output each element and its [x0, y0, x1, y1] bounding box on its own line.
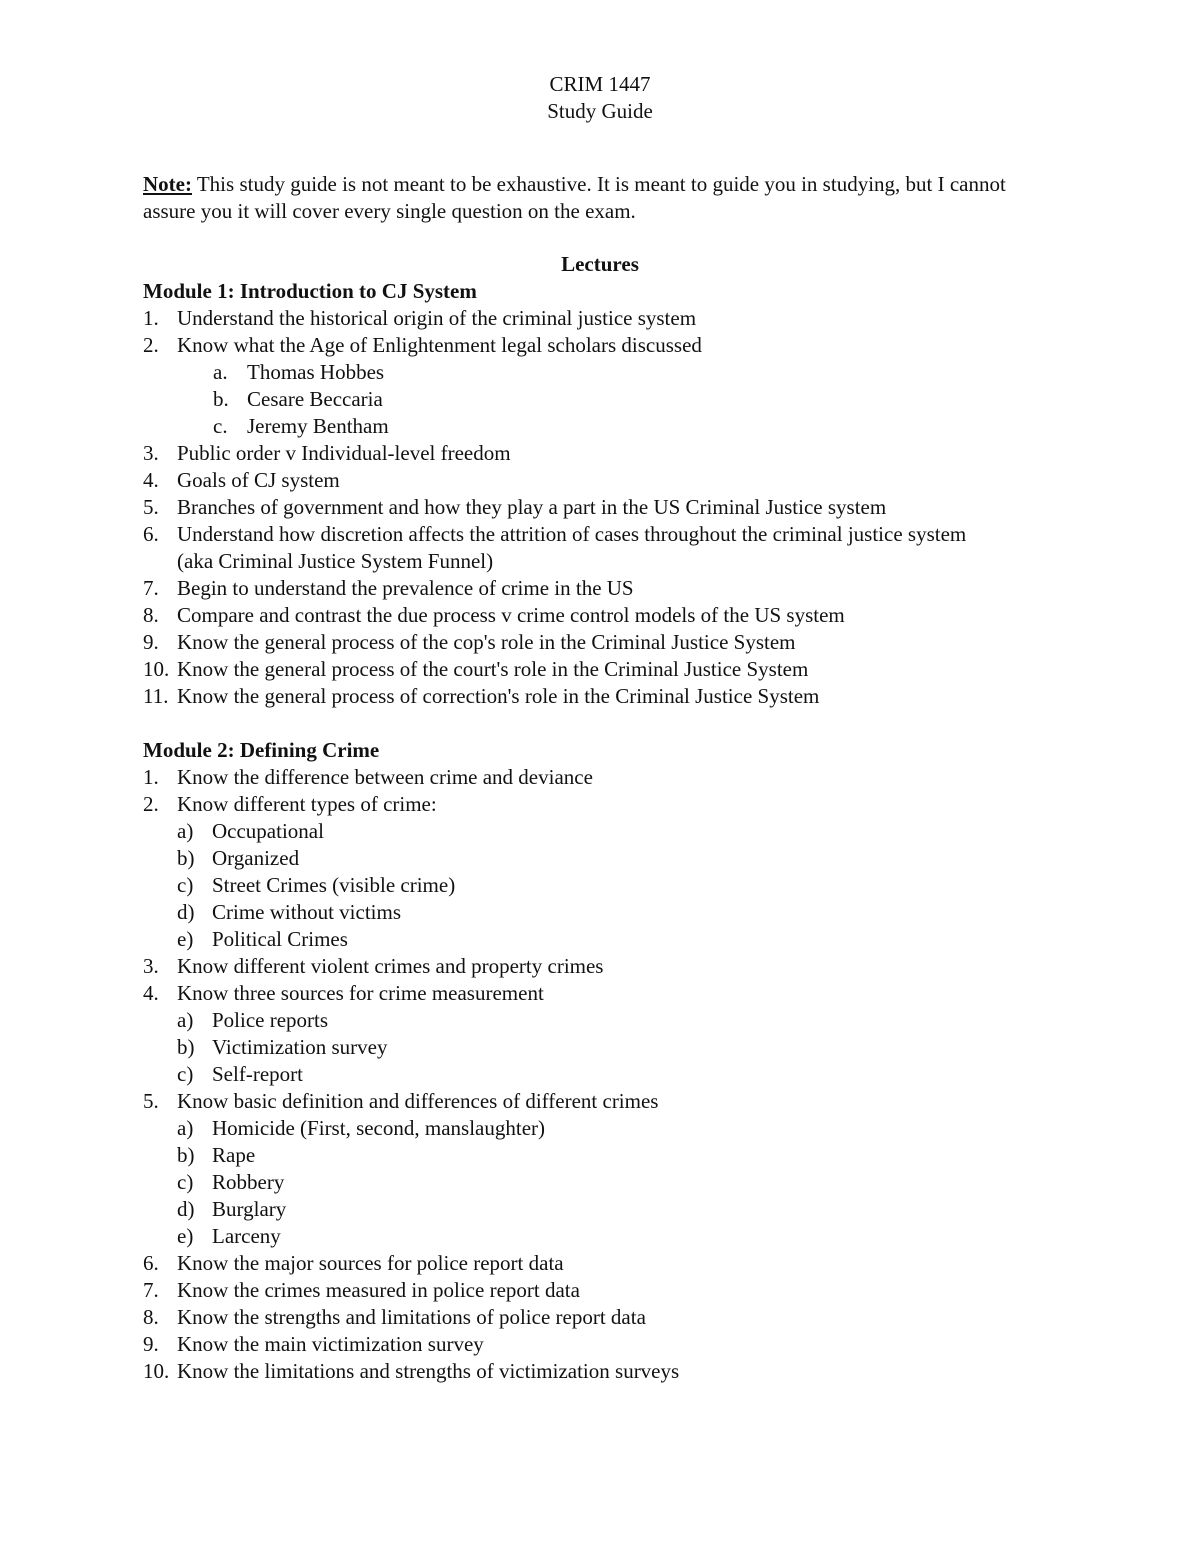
item-number: 9.: [143, 1332, 159, 1356]
item-number: 10.: [143, 657, 170, 681]
item-text: Homicide (First, second, manslaughter): [212, 1116, 546, 1140]
item-text: Know the strengths and limitations of police report data: [177, 1305, 646, 1329]
note-paragraph: [143, 171, 1063, 225]
item-text: Thomas Hobbes: [247, 360, 385, 384]
item-number: 3.: [143, 954, 159, 978]
item-number: 7.: [143, 576, 159, 600]
item-text: Robbery: [212, 1170, 285, 1194]
document-subtitle: Study Guide: [547, 99, 653, 123]
item-number: 8.: [143, 1305, 159, 1329]
item-number: 5.: [143, 1089, 159, 1113]
list-item: [143, 791, 1103, 818]
list-subitem: [143, 359, 1103, 386]
item-number: 2.: [143, 792, 159, 816]
list-item: [143, 1304, 1103, 1331]
item-text: Begin to understand the prevalence of crime in the US: [177, 576, 634, 600]
item-text: Police reports: [212, 1008, 329, 1032]
item-text: Burglary: [212, 1197, 287, 1221]
list-subitem: [143, 413, 1103, 440]
list-item: [143, 764, 1103, 791]
item-text: Jeremy Bentham: [247, 414, 389, 438]
list-item: [143, 1088, 1103, 1115]
list-item: [143, 656, 1103, 683]
list-item: [143, 440, 1103, 467]
note-text: This study guide is not meant to be exhaustive. It is meant to guide you in studying, but I cannot assure you it will cover every single question on the exam.: [143, 172, 1006, 223]
item-letter: e): [177, 1224, 194, 1248]
module-1-title: Module 1: Introduction to CJ System: [143, 279, 477, 303]
list-subitem: [143, 1061, 1103, 1088]
item-letter: d): [177, 1197, 195, 1221]
document-header: [0, 71, 1200, 125]
item-text: Know different types of crime:: [177, 792, 437, 816]
module-1-section: [143, 278, 1103, 710]
list-item: [143, 1250, 1103, 1277]
item-text: Know the general process of the court's role in the Criminal Justice System: [177, 657, 809, 681]
item-text: Compare and contrast the due process v crime control models of the US system: [177, 603, 845, 627]
list-item: [143, 494, 1103, 521]
item-letter: e): [177, 927, 194, 951]
item-letter: a): [177, 819, 194, 843]
item-number: 3.: [143, 441, 159, 465]
list-item: [143, 521, 1103, 575]
item-text: Crime without victims: [212, 900, 401, 924]
item-text: Branches of government and how they play a part in the US Criminal Justice system: [177, 495, 887, 519]
item-number: 6.: [143, 522, 159, 546]
list-subitem: [143, 899, 1103, 926]
module-2-section: [143, 737, 1103, 1385]
item-text: Know the main victimization survey: [177, 1332, 484, 1356]
list-item: [143, 305, 1103, 332]
item-text: Street Crimes (visible crime): [212, 873, 456, 897]
item-letter: a.: [213, 360, 228, 384]
item-text: Know the crimes measured in police report data: [177, 1278, 580, 1302]
item-text: Know three sources for crime measurement: [177, 981, 544, 1005]
item-text: Know the general process of the cop's role in the Criminal Justice System: [177, 630, 796, 654]
item-text: Cesare Beccaria: [247, 387, 383, 411]
item-number: 11.: [143, 684, 169, 708]
list-item: [143, 980, 1103, 1007]
item-letter: d): [177, 900, 195, 924]
item-number: 7.: [143, 1278, 159, 1302]
item-text: Understand how discretion affects the attrition of cases throughout the criminal justice system (aka Criminal Justice System Funnel): [177, 522, 967, 573]
item-text: Larceny: [212, 1224, 281, 1248]
item-number: 1.: [143, 306, 159, 330]
lectures-heading: Lectures: [561, 252, 639, 276]
list-item: [143, 953, 1103, 980]
item-text: Know the limitations and strengths of victimization surveys: [177, 1359, 680, 1383]
item-text: Victimization survey: [212, 1035, 388, 1059]
item-text: Know the major sources for police report data: [177, 1251, 564, 1275]
item-text: Self-report: [212, 1062, 303, 1086]
item-letter: a): [177, 1008, 194, 1032]
item-letter: c): [177, 873, 194, 897]
item-letter: b): [177, 1143, 195, 1167]
course-code: CRIM 1447: [549, 72, 651, 96]
list-item: [143, 575, 1103, 602]
list-item: [143, 467, 1103, 494]
item-number: 10.: [143, 1359, 170, 1383]
module-2-title: Module 2: Defining Crime: [143, 738, 380, 762]
item-text: Goals of CJ system: [177, 468, 340, 492]
item-number: 6.: [143, 1251, 159, 1275]
list-subitem: [143, 818, 1103, 845]
item-letter: b): [177, 1035, 195, 1059]
item-number: 5.: [143, 495, 159, 519]
list-item: [143, 602, 1103, 629]
list-subitem: [143, 872, 1103, 899]
item-text: Public order v Individual-level freedom: [177, 441, 511, 465]
list-subitem: [143, 1034, 1103, 1061]
list-item: [143, 1331, 1103, 1358]
list-item: [143, 332, 1103, 359]
list-subitem: [143, 1223, 1103, 1250]
list-item: [143, 1277, 1103, 1304]
item-text: Know what the Age of Enlightenment legal scholars discussed: [177, 333, 702, 357]
item-letter: c): [177, 1170, 194, 1194]
item-letter: a): [177, 1116, 194, 1140]
list-subitem: [143, 1169, 1103, 1196]
list-subitem: [143, 926, 1103, 953]
item-number: 8.: [143, 603, 159, 627]
item-text: Know the difference between crime and deviance: [177, 765, 593, 789]
item-text: Organized: [212, 846, 300, 870]
item-text: Occupational: [212, 819, 324, 843]
item-number: 9.: [143, 630, 159, 654]
item-text: Know basic definition and differences of different crimes: [177, 1089, 659, 1113]
list-item: [143, 683, 1103, 710]
item-number: 1.: [143, 765, 159, 789]
list-subitem: [143, 1196, 1103, 1223]
list-subitem: [143, 1142, 1103, 1169]
item-text: Know the general process of correction's role in the Criminal Justice System: [177, 684, 820, 708]
list-subitem: [143, 386, 1103, 413]
list-subitem: [143, 1007, 1103, 1034]
list-item: [143, 629, 1103, 656]
list-subitem: [143, 845, 1103, 872]
item-text: Understand the historical origin of the criminal justice system: [177, 306, 697, 330]
item-letter: c.: [213, 414, 228, 438]
item-letter: c): [177, 1062, 194, 1086]
item-number: 4.: [143, 981, 159, 1005]
list-subitem: [143, 1115, 1103, 1142]
item-letter: b): [177, 846, 195, 870]
item-text: Political Crimes: [212, 927, 348, 951]
list-item: [143, 1358, 1103, 1385]
note-label: Note:: [143, 172, 192, 196]
item-number: 4.: [143, 468, 159, 492]
item-letter: b.: [213, 387, 229, 411]
item-number: 2.: [143, 333, 159, 357]
item-text: Rape: [212, 1143, 256, 1167]
item-text: Know different violent crimes and property crimes: [177, 954, 604, 978]
